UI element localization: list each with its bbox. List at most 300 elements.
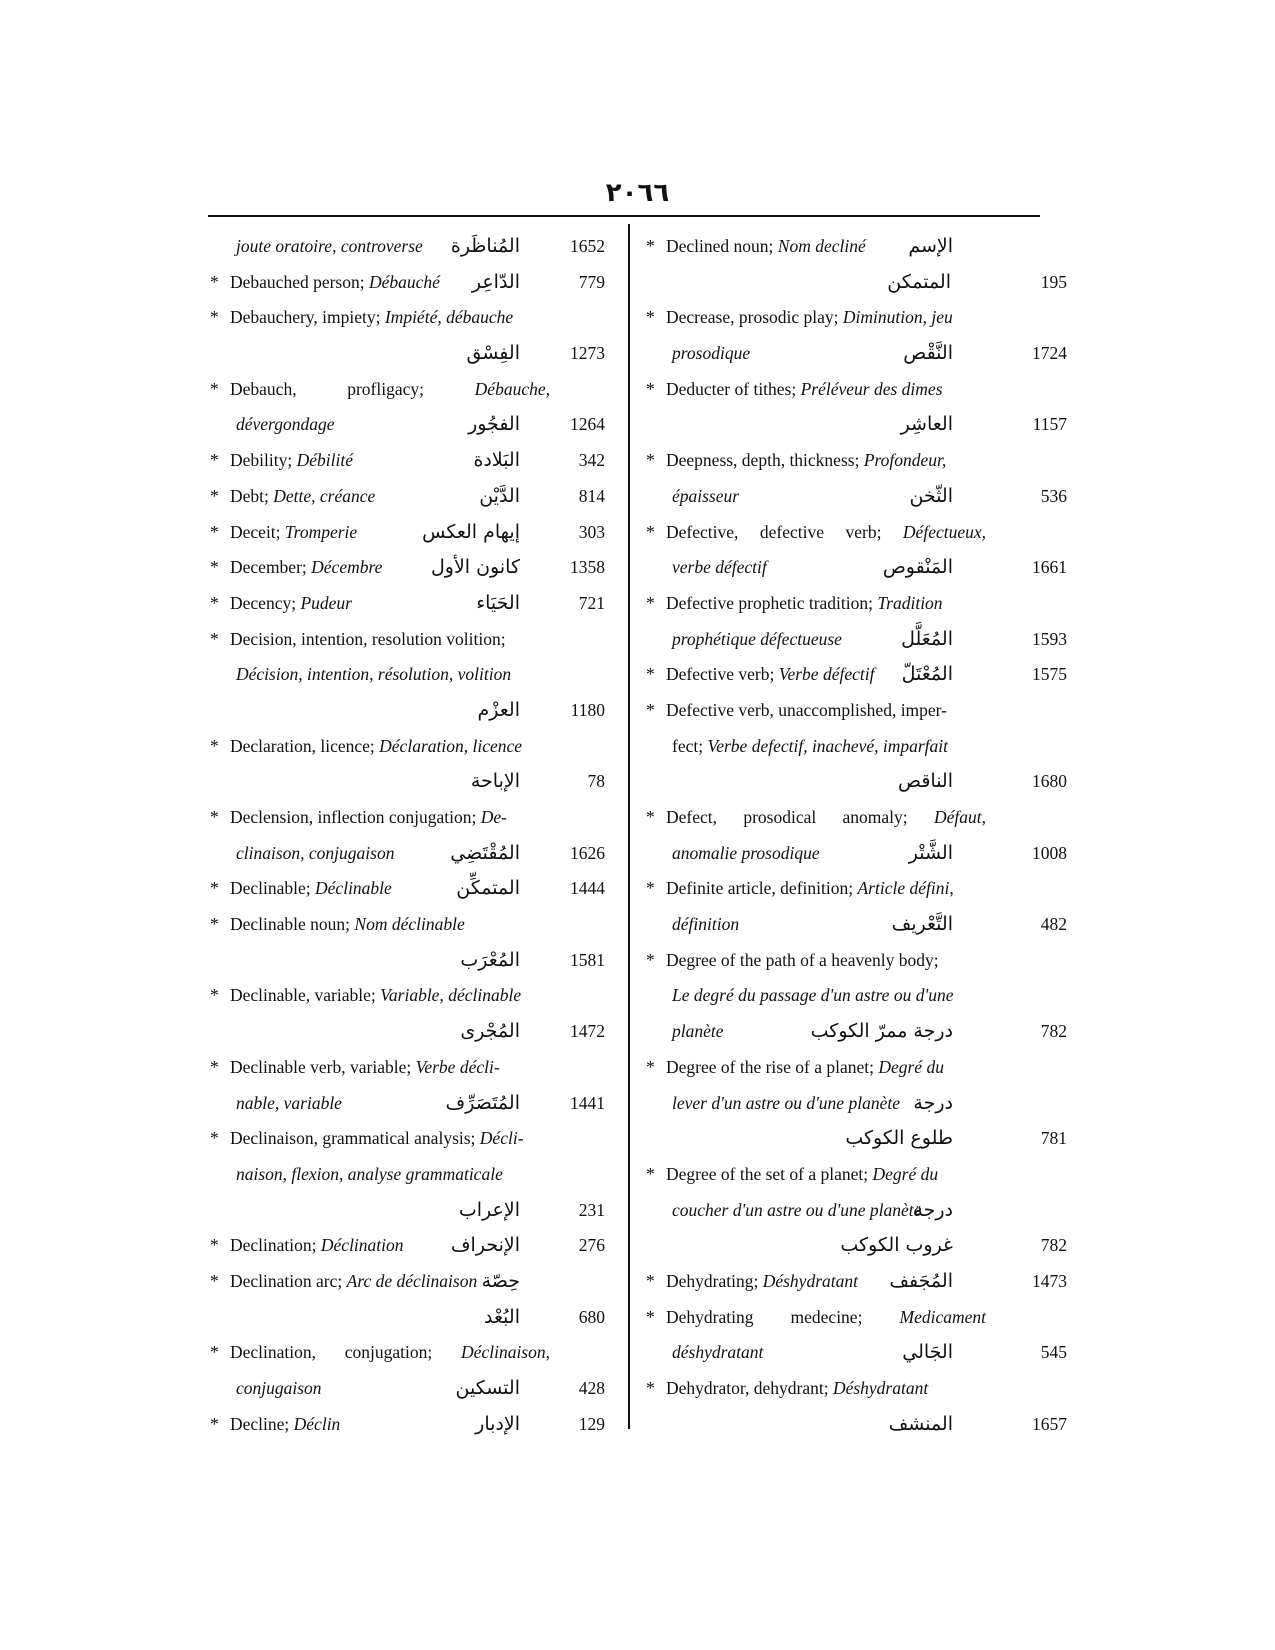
french-term: planète bbox=[672, 1021, 724, 1042]
arabic-term: العزْم bbox=[477, 698, 520, 721]
entry-text bbox=[666, 443, 946, 479]
entry-bullet: * bbox=[646, 521, 655, 542]
french-term: prophétique défectueuse bbox=[672, 628, 842, 649]
french-term: Impiété, débauche bbox=[384, 307, 514, 328]
french-term: Déshydratant bbox=[762, 1270, 858, 1291]
arabic-term: المُقْتَضِي bbox=[450, 841, 520, 864]
entry-bullet: * bbox=[210, 1235, 219, 1256]
entry-text bbox=[672, 550, 767, 586]
entry-text bbox=[230, 1335, 550, 1371]
entry-bullet: * bbox=[646, 1306, 655, 1327]
french-term: Débauché bbox=[368, 271, 440, 292]
entry-text bbox=[666, 693, 947, 729]
arabic-term: كانون الأول bbox=[430, 556, 520, 579]
entry-text bbox=[666, 1157, 938, 1193]
english-term: Declinable; bbox=[230, 878, 316, 899]
entry-text bbox=[666, 1050, 944, 1086]
entry-text bbox=[230, 1407, 340, 1443]
french-term: Décembre bbox=[311, 557, 383, 578]
entry-number: 428 bbox=[578, 1378, 605, 1398]
arabic-term: المُعْرَب bbox=[460, 948, 520, 971]
entry-number: 781 bbox=[1040, 1128, 1067, 1149]
english-term: Dehydrating medecine; bbox=[666, 1306, 900, 1327]
entry-number: 1661 bbox=[1032, 557, 1067, 578]
english-term: Defect, prosodical anomaly; bbox=[666, 807, 934, 827]
dictionary-line bbox=[636, 1086, 1036, 1122]
entry-bullet: * bbox=[210, 807, 219, 827]
english-term: fect; bbox=[672, 735, 708, 756]
entry-text bbox=[236, 1086, 342, 1122]
dictionary-line bbox=[636, 800, 1036, 836]
arabic-term: الإباحة bbox=[470, 770, 520, 793]
english-term: Dehydrating; bbox=[666, 1270, 763, 1291]
entry-number: 1008 bbox=[1032, 842, 1067, 863]
entry-number: 1652 bbox=[570, 236, 605, 256]
entry-text bbox=[672, 729, 948, 765]
right-column bbox=[636, 229, 1067, 1442]
french-term: conjugaison bbox=[236, 1378, 322, 1398]
entry-bullet: * bbox=[210, 450, 219, 471]
column-divider bbox=[628, 224, 630, 1429]
french-term: verbe défectif bbox=[672, 557, 767, 578]
french-term: Préléveur des dimes bbox=[800, 378, 943, 399]
dictionary-line bbox=[636, 515, 1036, 551]
entry-number: 782 bbox=[1040, 1021, 1067, 1042]
dictionary-line bbox=[636, 229, 1036, 265]
page-number: ٢٠٦٦ bbox=[605, 178, 670, 208]
french-term: Medicament bbox=[899, 1306, 986, 1327]
arabic-term: المُعَلَّل bbox=[901, 627, 953, 650]
arabic-term: الناقص bbox=[898, 770, 953, 793]
french-term: anomalie prosodique bbox=[672, 842, 820, 863]
entry-bullet: * bbox=[646, 1378, 655, 1398]
french-term: Déclaration, licence bbox=[379, 735, 523, 756]
entry-text bbox=[672, 907, 739, 943]
entry-number: 1626 bbox=[570, 842, 605, 863]
entry-text bbox=[666, 586, 943, 622]
entry-bullet: * bbox=[210, 378, 219, 399]
english-term: Debility; bbox=[230, 450, 297, 471]
dictionary-line bbox=[200, 1335, 600, 1371]
arabic-term: النَّقْص bbox=[903, 342, 953, 365]
french-term: clinaison, conjugaison bbox=[236, 842, 395, 863]
french-term: naison, flexion, analyse grammaticale bbox=[236, 1163, 503, 1184]
english-term: Debauchery, impiety; bbox=[230, 307, 385, 328]
dictionary-line bbox=[200, 693, 605, 729]
arabic-term: العاشِر bbox=[900, 413, 953, 436]
dictionary-line bbox=[200, 1193, 605, 1229]
entry-text bbox=[666, 515, 986, 551]
entry-bullet: * bbox=[646, 378, 655, 399]
arabic-term: المُجَفف bbox=[889, 1269, 953, 1292]
english-term: Decline; bbox=[230, 1413, 294, 1434]
entry-bullet: * bbox=[646, 878, 655, 899]
french-term: Déclin bbox=[293, 1413, 341, 1434]
dictionary-line bbox=[200, 907, 600, 943]
dictionary-line bbox=[200, 1371, 605, 1407]
entry-text bbox=[666, 800, 986, 836]
entry-number: 1473 bbox=[1032, 1270, 1067, 1291]
entry-number: 1444 bbox=[570, 878, 605, 899]
french-term: Verbe défectif bbox=[778, 664, 875, 685]
dictionary-line bbox=[200, 1300, 605, 1336]
entry-text bbox=[230, 1264, 477, 1300]
entry-text bbox=[230, 1121, 524, 1157]
entry-bullet: * bbox=[210, 1342, 219, 1363]
entry-number: 1358 bbox=[570, 557, 605, 578]
dictionary-line bbox=[636, 943, 1036, 979]
dictionary-line bbox=[636, 1228, 1067, 1264]
entry-text bbox=[666, 1264, 858, 1300]
dictionary-line bbox=[636, 836, 1067, 872]
entry-number: 129 bbox=[578, 1413, 605, 1434]
entry-text bbox=[672, 978, 953, 1014]
entry-number: 482 bbox=[1040, 914, 1067, 935]
dictionary-line bbox=[636, 1335, 1067, 1371]
english-term: Defective verb; bbox=[666, 664, 779, 685]
arabic-term: إيهام العكس bbox=[422, 520, 520, 543]
dictionary-line bbox=[200, 800, 600, 836]
dictionary-line bbox=[636, 1264, 1067, 1300]
dictionary-line bbox=[200, 943, 605, 979]
french-term: Défaut, bbox=[933, 807, 986, 827]
entry-text bbox=[672, 1014, 724, 1050]
entry-text bbox=[230, 300, 513, 336]
entry-text bbox=[236, 229, 423, 265]
arabic-term: الثّخن bbox=[909, 484, 953, 507]
french-term: nable, variable bbox=[236, 1092, 342, 1113]
dictionary-line bbox=[200, 336, 605, 372]
arabic-term: غروب الكوكب bbox=[840, 1234, 953, 1257]
entry-text bbox=[672, 1193, 921, 1229]
french-term: Déclinaison, bbox=[461, 1342, 550, 1363]
arabic-term: المتمكِّن bbox=[456, 877, 520, 900]
french-term: Le degré du passage d'un astre ou d'une bbox=[672, 985, 954, 1006]
entry-text bbox=[672, 336, 750, 372]
arabic-term: الدّاعِر bbox=[471, 270, 520, 293]
entry-number: 78 bbox=[587, 771, 605, 792]
entry-number: 1581 bbox=[570, 949, 605, 970]
entry-bullet: * bbox=[646, 807, 655, 827]
dictionary-line bbox=[200, 372, 600, 408]
entry-number: 1680 bbox=[1032, 771, 1067, 792]
dictionary-line bbox=[200, 515, 605, 551]
entry-text bbox=[236, 1157, 503, 1193]
entry-number: 1575 bbox=[1032, 664, 1067, 685]
arabic-term: المُجْرى bbox=[460, 1020, 520, 1043]
dictionary-line bbox=[636, 1407, 1067, 1443]
french-term: épaisseur bbox=[672, 485, 740, 506]
arabic-term: حِصّة bbox=[481, 1269, 520, 1292]
arabic-term: المُتَصَرِّف bbox=[445, 1091, 520, 1114]
dictionary-line bbox=[636, 1300, 1036, 1336]
entry-number: 1724 bbox=[1032, 343, 1067, 364]
dictionary-line bbox=[200, 229, 605, 265]
entry-number: 195 bbox=[1040, 271, 1067, 292]
dictionary-line bbox=[200, 1050, 600, 1086]
french-term: Tradition bbox=[877, 592, 943, 613]
entry-text bbox=[230, 372, 550, 408]
dictionary-line bbox=[636, 300, 1036, 336]
english-term: Debt; bbox=[230, 485, 274, 506]
entry-text bbox=[236, 836, 394, 872]
entry-text bbox=[672, 1335, 763, 1371]
english-term: Deceit; bbox=[230, 521, 285, 542]
french-term: Diminution, jeu bbox=[842, 307, 953, 328]
entry-text bbox=[230, 586, 352, 622]
french-term: coucher d'un astre ou d'une planète bbox=[672, 1199, 922, 1220]
entry-text bbox=[666, 657, 874, 693]
entry-text bbox=[230, 443, 353, 479]
english-term: Debauched person; bbox=[230, 271, 369, 292]
english-term: Degree of the path of a heavenly body; bbox=[666, 949, 939, 970]
entry-number: 1441 bbox=[570, 1092, 605, 1113]
french-term: Pudeur bbox=[300, 592, 352, 613]
dictionary-line bbox=[200, 1121, 600, 1157]
entry-bullet: * bbox=[646, 664, 655, 685]
dictionary-line bbox=[636, 764, 1067, 800]
arabic-term: الإسم bbox=[908, 235, 953, 257]
entry-text bbox=[230, 515, 357, 551]
dictionary-line bbox=[200, 764, 605, 800]
french-term: Article défini, bbox=[857, 878, 954, 899]
entry-text bbox=[230, 907, 465, 943]
arabic-term: التَّعْريف bbox=[891, 913, 953, 936]
english-term: December; bbox=[230, 557, 312, 578]
entry-bullet: * bbox=[210, 307, 219, 328]
entry-bullet: * bbox=[210, 1413, 219, 1434]
entry-bullet: * bbox=[210, 1128, 219, 1149]
french-term: Décli- bbox=[479, 1128, 524, 1149]
left-column bbox=[200, 229, 605, 1442]
arabic-term: المنشف bbox=[888, 1412, 953, 1435]
arabic-term: الشَّتْر bbox=[908, 841, 953, 864]
dictionary-line bbox=[200, 1407, 605, 1443]
arabic-term: التسكين bbox=[455, 1377, 520, 1399]
entry-text bbox=[666, 372, 943, 408]
entry-bullet: * bbox=[210, 878, 219, 899]
dictionary-line bbox=[636, 550, 1067, 586]
entry-text bbox=[672, 836, 820, 872]
entry-text bbox=[230, 479, 375, 515]
entry-text bbox=[672, 1086, 900, 1122]
entry-bullet: * bbox=[646, 949, 655, 970]
entry-number: 1273 bbox=[570, 343, 605, 364]
dictionary-line bbox=[636, 907, 1067, 943]
entry-number: 1157 bbox=[1032, 414, 1067, 435]
arabic-term: درجة ممرّ الكوكب bbox=[810, 1020, 953, 1043]
entry-number: 276 bbox=[578, 1235, 605, 1256]
english-term: Degree of the rise of a planet; bbox=[666, 1056, 879, 1077]
entry-number: 1264 bbox=[570, 414, 605, 435]
entry-bullet: * bbox=[210, 1056, 219, 1077]
dictionary-line bbox=[200, 1264, 600, 1300]
french-term: prosodique bbox=[672, 343, 751, 364]
dictionary-line bbox=[636, 693, 1036, 729]
entry-bullet: * bbox=[210, 735, 219, 756]
french-term: Défectueux, bbox=[902, 521, 986, 542]
entry-bullet: * bbox=[646, 1056, 655, 1077]
entry-bullet: * bbox=[646, 450, 655, 471]
english-term: Declinaison, grammatical analysis; bbox=[230, 1128, 480, 1149]
dictionary-line bbox=[200, 1157, 600, 1193]
entry-text bbox=[666, 871, 954, 907]
entry-bullet: * bbox=[210, 485, 219, 506]
entry-number: 545 bbox=[1040, 1342, 1067, 1363]
english-term: Defective prophetic tradition; bbox=[666, 592, 878, 613]
entry-bullet: * bbox=[646, 592, 655, 613]
english-term: Declinable, variable; bbox=[230, 985, 381, 1006]
dictionary-line bbox=[200, 407, 605, 443]
entry-text bbox=[666, 300, 953, 336]
dictionary-line bbox=[636, 336, 1067, 372]
entry-number: 721 bbox=[578, 592, 605, 613]
dictionary-line bbox=[200, 729, 600, 765]
english-term: Declension, inflection conjugation; bbox=[230, 807, 481, 827]
dictionary-line bbox=[200, 1228, 605, 1264]
arabic-term: الدَّيْن bbox=[479, 484, 520, 507]
english-term: Deepness, depth, thickness; bbox=[666, 450, 864, 471]
french-term: Nom déclinable bbox=[354, 914, 465, 935]
arabic-term: البُعْد bbox=[484, 1305, 520, 1328]
english-term: Decision, intention, resolution volition; bbox=[230, 628, 506, 649]
french-term: lever d'un astre ou d'une planète bbox=[672, 1092, 900, 1113]
dictionary-line bbox=[200, 300, 600, 336]
entry-bullet: * bbox=[210, 985, 219, 1006]
arabic-term: الإدبار bbox=[475, 1412, 520, 1435]
dictionary-line bbox=[636, 586, 1036, 622]
entry-text bbox=[230, 800, 507, 836]
english-term: Defective, defective verb; bbox=[666, 521, 903, 542]
english-term: Declination arc; bbox=[230, 1270, 347, 1291]
entry-bullet: * bbox=[646, 1163, 655, 1184]
dictionary-line bbox=[200, 1086, 605, 1122]
arabic-term: درجة bbox=[913, 1091, 953, 1114]
entry-text bbox=[230, 729, 522, 765]
english-term: Degree of the set of a planet; bbox=[666, 1163, 873, 1184]
dictionary-line bbox=[636, 479, 1067, 515]
english-term: Decency; bbox=[230, 592, 301, 613]
dictionary-line bbox=[200, 1014, 605, 1050]
french-term: Verbe defectif, inachevé, imparfait bbox=[707, 735, 949, 756]
dictionary-line bbox=[636, 1050, 1036, 1086]
english-term: Defective verb, unaccomplished, imper- bbox=[666, 699, 947, 720]
french-term: Déclinable bbox=[315, 878, 392, 899]
english-term: Declinable noun; bbox=[230, 914, 355, 935]
entry-text bbox=[230, 871, 392, 907]
dictionary-line bbox=[636, 729, 1036, 765]
french-term: Débauche, bbox=[474, 378, 550, 399]
french-term: joute oratoire, controverse bbox=[236, 236, 423, 256]
entry-text bbox=[666, 229, 866, 265]
arabic-term: الجَالي bbox=[902, 1341, 953, 1364]
french-term: déshydratant bbox=[672, 1342, 764, 1363]
dictionary-line bbox=[636, 443, 1036, 479]
entry-text bbox=[230, 1228, 404, 1264]
entry-text bbox=[236, 407, 334, 443]
entry-text bbox=[666, 943, 939, 979]
english-term: Decrease, prosodic play; bbox=[666, 307, 843, 328]
dictionary-line bbox=[636, 407, 1067, 443]
arabic-term: طلوع الكوكب bbox=[845, 1127, 953, 1150]
entry-text bbox=[230, 1050, 500, 1086]
dictionary-line bbox=[636, 871, 1036, 907]
dictionary-line bbox=[636, 265, 1067, 301]
entry-text bbox=[236, 657, 511, 693]
entry-bullet: * bbox=[210, 592, 219, 613]
arabic-term: الإنحراف bbox=[450, 1234, 520, 1257]
english-term: Deducter of tithes; bbox=[666, 378, 801, 399]
dictionary-line bbox=[636, 1157, 1036, 1193]
french-term: Arc de déclinaison bbox=[346, 1270, 478, 1291]
entry-bullet: * bbox=[646, 1270, 655, 1291]
entry-number: 303 bbox=[578, 521, 605, 542]
entry-bullet: * bbox=[210, 271, 219, 292]
entry-text bbox=[666, 1371, 928, 1407]
dictionary-line bbox=[200, 978, 600, 1014]
entry-number: 231 bbox=[578, 1199, 605, 1220]
dictionary-line bbox=[200, 657, 600, 693]
arabic-term: الإعراب bbox=[458, 1198, 520, 1221]
french-term: dévergondage bbox=[236, 414, 335, 435]
entry-number: 782 bbox=[1040, 1235, 1067, 1256]
dictionary-line bbox=[636, 1014, 1067, 1050]
french-term: Déshydratant bbox=[832, 1378, 929, 1398]
dictionary-line bbox=[636, 622, 1067, 658]
dictionary-line bbox=[200, 550, 605, 586]
english-term: Dehydrator, dehydrant; bbox=[666, 1378, 833, 1398]
dictionary-line bbox=[200, 586, 605, 622]
dictionary-line bbox=[636, 1193, 1036, 1229]
dictionary-line bbox=[636, 372, 1036, 408]
entry-number: 342 bbox=[578, 450, 605, 471]
arabic-term: الفِسْق bbox=[466, 342, 520, 365]
entry-bullet: * bbox=[646, 699, 655, 720]
entry-number: 536 bbox=[1040, 485, 1067, 506]
french-term: Nom decliné bbox=[777, 236, 866, 256]
dictionary-line bbox=[200, 622, 600, 658]
french-term: Dette, créance bbox=[273, 485, 376, 506]
entry-bullet: * bbox=[646, 307, 655, 328]
french-term: Déclination bbox=[320, 1235, 404, 1256]
entry-number: 814 bbox=[578, 485, 605, 506]
english-term: Definite article, definition; bbox=[666, 878, 858, 899]
english-term: Declination; bbox=[230, 1235, 321, 1256]
french-term: Degré du bbox=[872, 1163, 939, 1184]
english-term: Debauch, profligacy; bbox=[230, 378, 475, 399]
dictionary-line bbox=[200, 871, 605, 907]
dictionary-line bbox=[200, 836, 605, 872]
entry-number: 1593 bbox=[1032, 628, 1067, 649]
entry-bullet: * bbox=[210, 914, 219, 935]
arabic-term: درجة bbox=[913, 1198, 953, 1221]
dictionary-line bbox=[636, 1121, 1067, 1157]
entry-text bbox=[230, 265, 440, 301]
entry-text bbox=[230, 978, 521, 1014]
french-term: De- bbox=[480, 807, 508, 827]
english-term: Declined noun; bbox=[666, 236, 778, 256]
entry-number: 1657 bbox=[1032, 1413, 1067, 1434]
entry-bullet: * bbox=[646, 236, 655, 256]
french-term: Profondeur, bbox=[863, 450, 947, 471]
entry-text bbox=[672, 622, 842, 658]
english-term: Declaration, licence; bbox=[230, 735, 380, 756]
french-term: définition bbox=[672, 914, 740, 935]
french-term: Débilité bbox=[296, 450, 353, 471]
entry-text bbox=[230, 550, 382, 586]
french-term: Degré du bbox=[878, 1056, 944, 1077]
french-term: Tromperie bbox=[284, 521, 358, 542]
